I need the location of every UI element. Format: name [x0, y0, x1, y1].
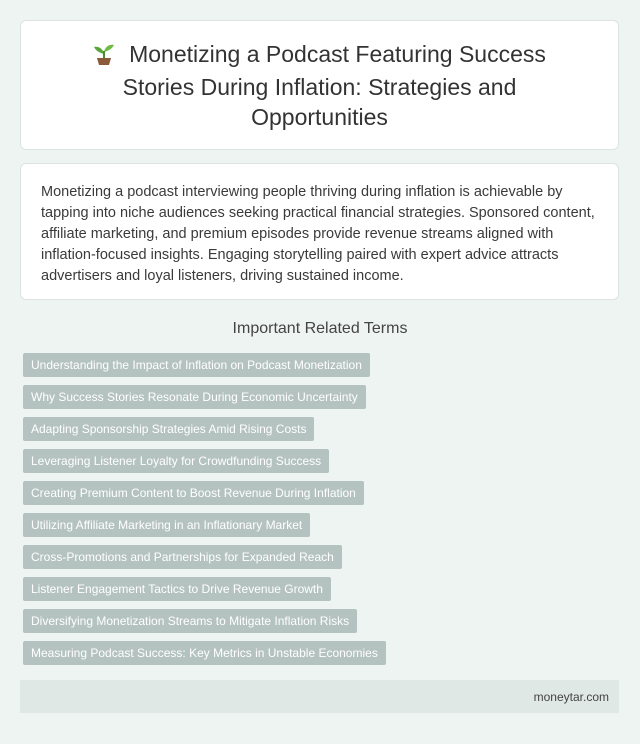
footer-site-link[interactable]: moneytar.com: [533, 689, 609, 704]
page-title: [21, 39, 618, 132]
related-term-tag[interactable]: Utilizing Affiliate Marketing in an Inflationary Market: [23, 513, 310, 537]
intro-card: [20, 163, 619, 300]
title-text: Monetizing a Podcast Featuring Success Stories During Inflation: Strategies and Opportunities: [122, 40, 546, 130]
related-term-tag[interactable]: Listener Engagement Tactics to Drive Revenue Growth: [23, 577, 331, 601]
related-term-tag[interactable]: Leveraging Listener Loyalty for Crowdfunding Success: [23, 449, 329, 473]
title-card: [20, 20, 619, 150]
intro-paragraph: Monetizing a podcast interviewing people thriving during inflation is achievable by tapping into niche audiences seeking practical financial strategies. Sponsored content, affiliate marketing, and premium episodes provide revenue streams aligned with inflation-focused insights. Engaging storytelling paired with expert advice attracts advertisers and loyal listeners, driving sustained income.: [41, 184, 595, 284]
related-term-tag[interactable]: Cross-Promotions and Partnerships for Expanded Reach: [23, 545, 342, 569]
related-term-tag[interactable]: Adapting Sponsorship Strategies Amid Rising Costs: [23, 417, 314, 441]
related-term-tag[interactable]: Measuring Podcast Success: Key Metrics in Unstable Economies: [23, 641, 386, 665]
related-term-tag[interactable]: Understanding the Impact of Inflation on Podcast Monetization: [23, 353, 370, 377]
related-terms-heading: Important Related Terms: [232, 320, 408, 337]
footer: [20, 680, 619, 713]
related-terms-list: [23, 353, 617, 673]
related-term-tag[interactable]: Why Success Stories Resonate During Economic Uncertainty: [23, 385, 366, 409]
related-term-tag[interactable]: Diversifying Monetization Streams to Mitigate Inflation Risks: [23, 609, 357, 633]
related-term-tag[interactable]: Creating Premium Content to Boost Revenue During Inflation: [23, 481, 364, 505]
sprout-icon: [93, 41, 115, 72]
